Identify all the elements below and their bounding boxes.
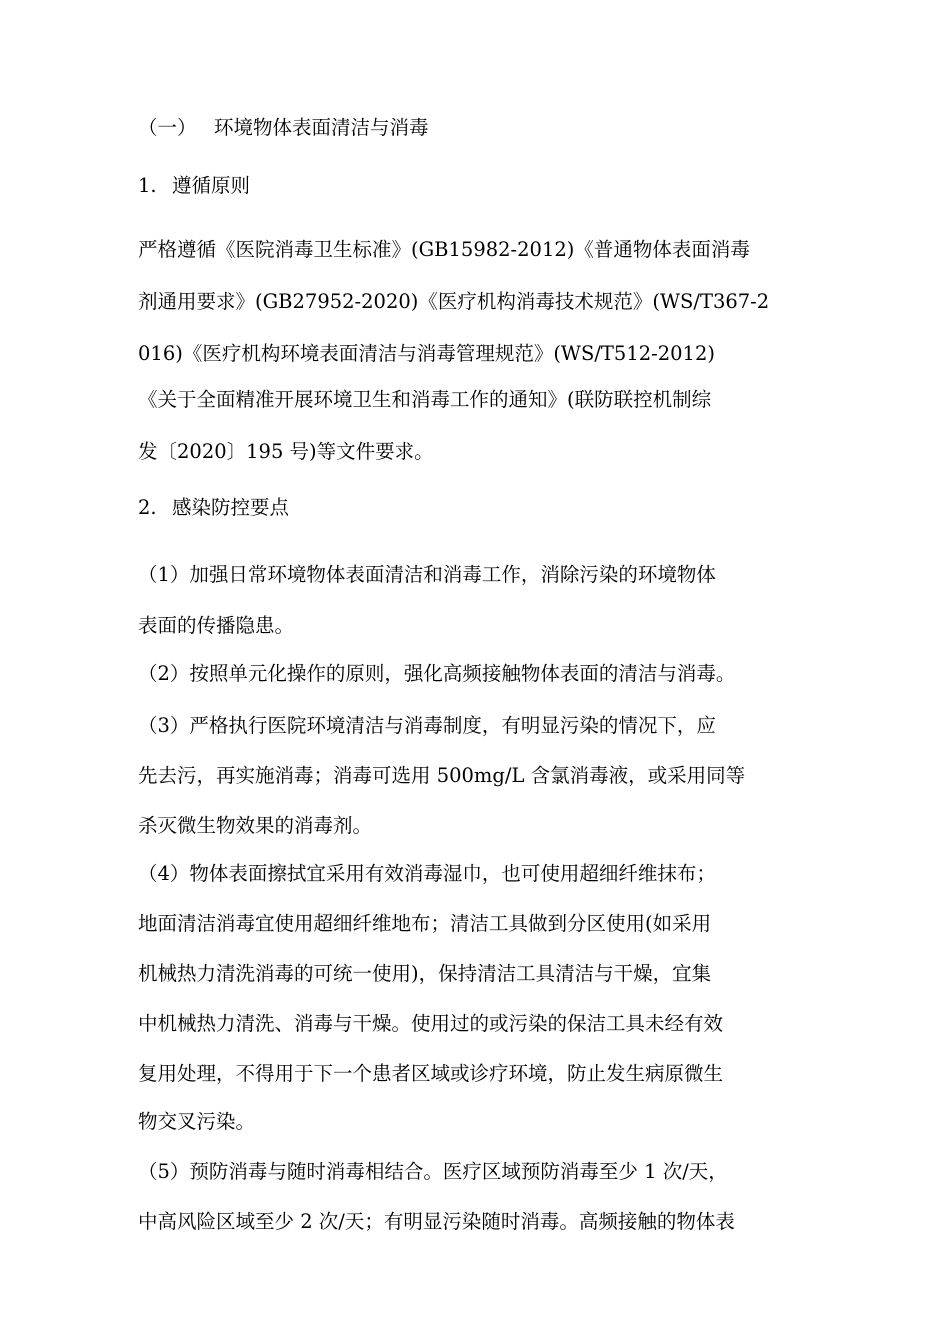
list-item-line: （1）加强日常环境物体表面清洁和消毒工作，消除污染的环境物体 — [138, 563, 716, 586]
subheading-1-number: 1. — [138, 174, 157, 197]
list-item-line: （4）物体表面擦拭宜采用有效消毒湿巾，也可使用超细纤维抹布； — [138, 862, 716, 885]
section-heading — [138, 118, 429, 138]
paragraph-line: 发〔2020〕195 号)等文件要求。 — [138, 440, 434, 463]
list-item-line: 机械热力清洗消毒的可统一使用)，保持清洁工具清洁与干燥，宜集 — [138, 962, 712, 985]
list-item-line: 表面的传播隐患。 — [138, 614, 295, 637]
paragraph-line: 016)《医疗机构环境表面清洁与消毒管理规范》(WS/T512-2012) — [138, 342, 715, 365]
subheading-1-title: 遵循原则 — [172, 174, 251, 197]
list-item-line: 先去污，再实施消毒；消毒可选用 500mg/L 含氯消毒液，或采用同等 — [138, 764, 746, 787]
list-item-line: 中高风险区域至少 2 次/天；有明显污染随时消毒。高频接触的物体表 — [138, 1210, 735, 1233]
paragraph-line: 严格遵循《医院消毒卫生标准》(GB15982-2012)《普通物体表面消毒 — [138, 238, 750, 261]
list-item-line: （2）按照单元化操作的原则，强化高频接触物体表面的清洁与消毒。 — [138, 662, 736, 685]
list-item-line: （5）预防消毒与随时消毒相结合。医疗区域预防消毒至少 1 次/天， — [138, 1160, 728, 1183]
paragraph-line: 剂通用要求》(GB27952-2020)《医疗机构消毒技术规范》(WS/T367-2 — [138, 290, 770, 313]
subheading-2-number: 2. — [138, 496, 157, 519]
subheading-1 — [138, 176, 250, 196]
subheading-2 — [138, 498, 289, 518]
list-item-line: 物交叉污染。 — [138, 1110, 256, 1133]
paragraph-line: 《关于全面精准开展环境卫生和消毒工作的通知》(联防联控机制综 — [138, 388, 712, 411]
list-item-line: 杀灭微生物效果的消毒剂。 — [138, 814, 373, 837]
section-number: （一） — [138, 116, 197, 139]
subheading-2-title: 感染防控要点 — [172, 496, 290, 519]
list-item-line: 地面清洁消毒宜使用超细纤维地布；清洁工具做到分区使用(如采用 — [138, 912, 712, 935]
list-item-line: （3）严格执行医院环境清洁与消毒制度，有明显污染的情况下，应 — [138, 714, 716, 737]
section-title: 环境物体表面清洁与消毒 — [214, 116, 429, 139]
list-item-line: 中机械热力清洗、消毒与干燥。使用过的或污染的保洁工具未经有效 — [138, 1012, 724, 1035]
list-item-line: 复用处理，不得用于下一个患者区域或诊疗环境，防止发生病原微生 — [138, 1062, 724, 1085]
